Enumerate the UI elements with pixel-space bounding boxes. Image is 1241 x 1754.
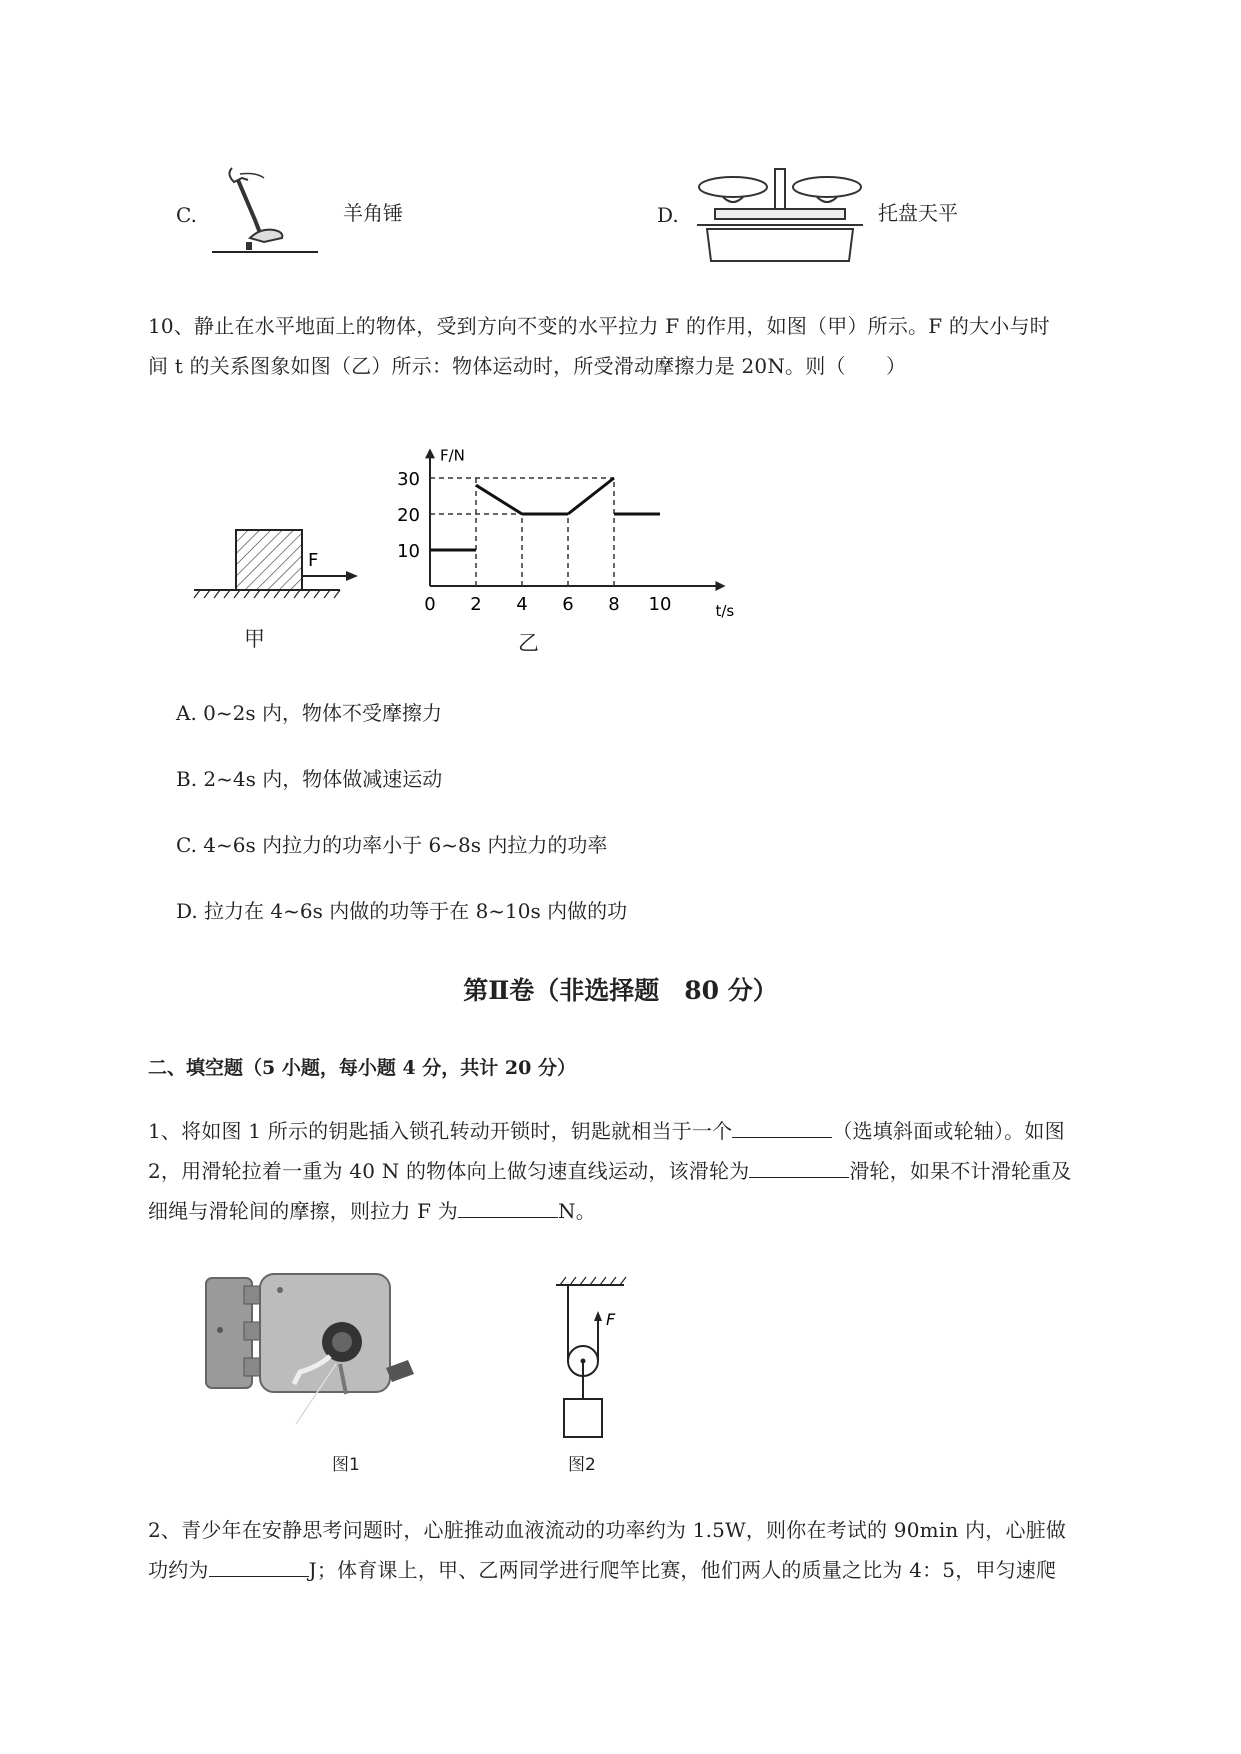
q9-option-d-label: 托盘天平 [878, 201, 958, 225]
fill2-blank-1[interactable] [209, 1556, 309, 1577]
y-tick-label-30: 30 [397, 469, 420, 490]
x-tick-label-10: 10 [648, 594, 672, 615]
figure-jia-block-on-ground [190, 520, 370, 600]
y-axis-label: F/N [440, 446, 465, 465]
part-2-title: 第Ⅱ卷（非选择题 80 分） [463, 976, 778, 1005]
figure-1-lock-with-key [200, 1268, 430, 1443]
q10-option-d: D. 拉力在 4~6s 内做的功等于在 8~10s 内做的功 [176, 899, 628, 923]
figure-1-caption: 图1 [332, 1455, 360, 1475]
y-tick-label-10: 10 [397, 541, 420, 562]
q9-option-c-label: 羊角锤 [343, 201, 403, 225]
figure-2-caption: 图2 [568, 1455, 596, 1475]
ft-graph [385, 418, 745, 618]
fill-question-1 [148, 1111, 1148, 1231]
claw-hammer-illustration [210, 160, 320, 260]
q10-stem [148, 306, 1148, 386]
q10-stem-line-2: 间 t 的关系图象如图（乙）所示：物体运动时，所受滑动摩擦力是 20N。则（ ） [148, 354, 907, 378]
x-axis-arrow [716, 581, 726, 591]
fill1-text-2b: 滑轮，如果不计滑轮重及 [849, 1159, 1072, 1183]
force-segment-1 [476, 485, 522, 514]
figure-jia-caption: 甲 [244, 627, 265, 651]
x-tick-label-8: 8 [608, 594, 620, 615]
q10-option-b: B. 2~4s 内，物体做减速运动 [176, 767, 443, 791]
fill1-blank-3[interactable] [458, 1197, 558, 1218]
x-tick-label-0: 0 [424, 594, 436, 615]
section-fill-in-heading: 二、填空题（5 小题，每小题 4 分，共计 20 分） [148, 1057, 576, 1079]
fill1-text-1a: 1、将如图 1 所示的钥匙插入锁孔转动开锁时，钥匙就相当于一个 [148, 1119, 733, 1143]
fill2-line-1: 2、青少年在安静思考问题时，心脏推动血液流动的功率约为 1.5W，则你在考试的 90min 内，心脏做 [148, 1518, 1067, 1542]
y-tick-label-20: 20 [397, 505, 420, 526]
q9-option-c-letter: C. [176, 203, 197, 227]
fill1-text-3a: 细绳与滑轮间的摩擦，则拉力 F 为 [148, 1199, 458, 1223]
y-axis-arrow [425, 448, 435, 458]
fill1-text-3b: N。 [558, 1199, 596, 1223]
fill1-text-1b: （选填斜面或轮轴）。如图 [832, 1119, 1065, 1143]
q10-option-c: C. 4~6s 内拉力的功率小于 6~8s 内拉力的功率 [176, 833, 608, 857]
balance-scale-illustration [695, 165, 865, 265]
figure-yi-caption: 乙 [518, 631, 539, 655]
fill-question-2 [148, 1510, 1148, 1590]
q10-stem-line-1: 10、静止在水平地面上的物体，受到方向不变的水平拉力 F 的作用，如图（甲）所示。F 的大小与时 [148, 314, 1050, 338]
figure-jia-force-label: F [308, 550, 319, 571]
fill1-text-2a: 2，用滑轮拉着一重为 40 N 的物体向上做匀速直线运动，该滑轮为 [148, 1159, 750, 1183]
fill1-blank-1[interactable] [732, 1117, 832, 1138]
x-axis-label: t/s [715, 602, 735, 618]
force-segment-3 [568, 478, 614, 514]
x-tick-label-6: 6 [562, 594, 574, 615]
x-tick-label-2: 2 [470, 594, 482, 615]
q10-option-a: A. 0~2s 内，物体不受摩擦力 [176, 701, 442, 725]
figure-2-pulley [550, 1275, 640, 1445]
fill1-blank-2[interactable] [749, 1157, 849, 1178]
figure-2-force-label: F [606, 1310, 616, 1329]
fill2-text-2b: J；体育课上，甲、乙两同学进行爬竿比赛，他们两人的质量之比为 4：5，甲匀速爬 [308, 1558, 1057, 1582]
fill2-text-2a: 功约为 [148, 1558, 209, 1582]
x-tick-label-4: 4 [516, 594, 528, 615]
q9-option-d-letter: D. [657, 203, 679, 227]
